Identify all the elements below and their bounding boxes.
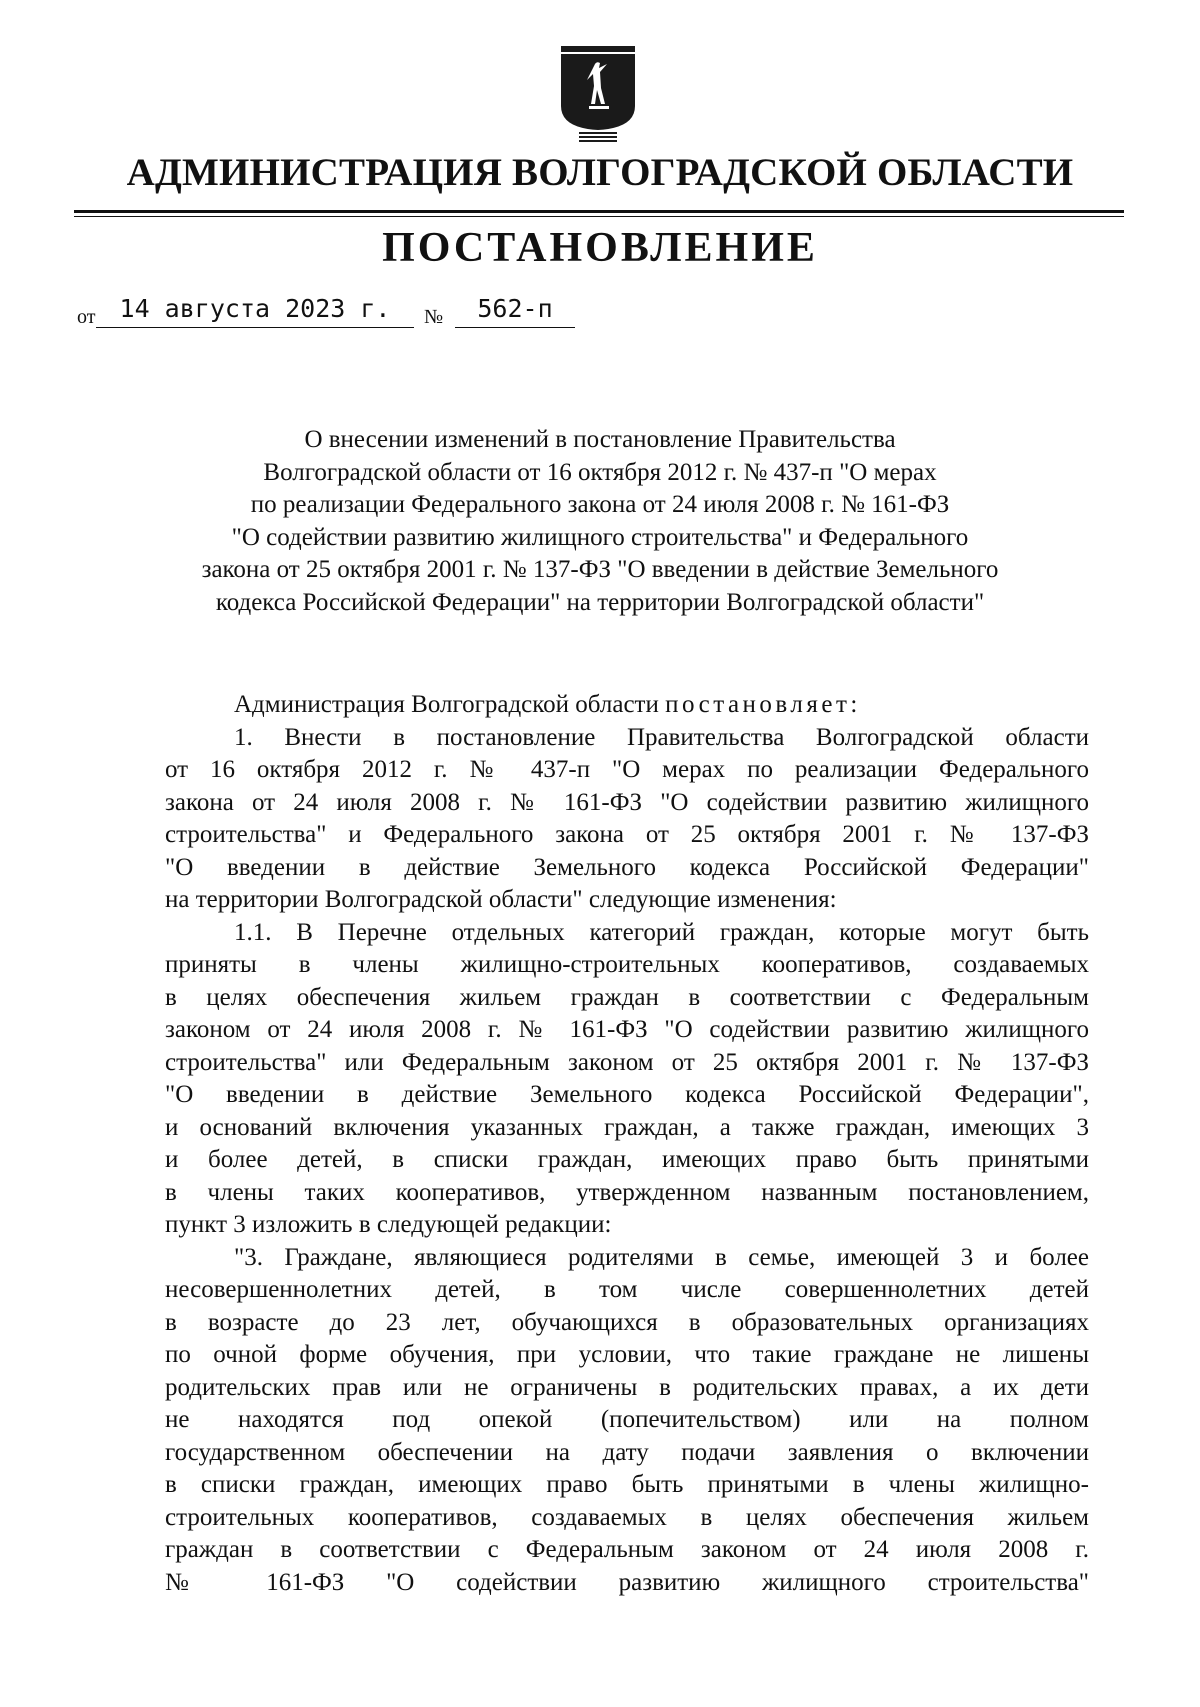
header-divider-thick bbox=[74, 210, 1124, 213]
body-line: несовершеннолетних детей, в том числе совершеннолетних детей bbox=[165, 1276, 1089, 1303]
header-divider-thin bbox=[74, 216, 1124, 217]
organization-title: АДМИНИСТРАЦИЯ ВОЛГОГРАДСКОЙ ОБЛАСТИ bbox=[126, 151, 1074, 194]
body-line: граждан в соответствии с Федеральным законом от 24 июля 2008 г. bbox=[165, 1536, 1089, 1563]
body-line: приняты в члены жилищно-строительных кооперативов, создаваемых bbox=[165, 951, 1089, 978]
number-underline bbox=[455, 327, 575, 328]
body-line: и более детей, в списки граждан, имеющих право быть принятыми bbox=[165, 1146, 1089, 1173]
body-line: в списки граждан, имеющих право быть принятыми в члены жилищно- bbox=[165, 1471, 1089, 1498]
number-sign-label: № bbox=[424, 306, 444, 328]
body-line: № 161-ФЗ "О содействии развитию жилищного строительства" bbox=[165, 1568, 1089, 1596]
document-subject bbox=[150, 424, 1050, 619]
body-line: "О введении в действие Земельного кодекса Российской Федерации" bbox=[165, 853, 1089, 881]
document-number: 562-п bbox=[477, 294, 553, 323]
subject-line: кодекса Российской Федерации" на территории Волгоградской области" bbox=[215, 588, 985, 616]
body-line: строительных кооперативов, создаваемых в целях обеспечения жильем bbox=[165, 1503, 1089, 1531]
preamble-line bbox=[165, 689, 1089, 722]
date-underline bbox=[96, 327, 414, 328]
coat-of-arms-emblem bbox=[559, 44, 637, 144]
subject-line: Волгоградской области от 16 октября 2012 г. № 437-п "О мерах bbox=[263, 458, 937, 486]
document-date: 14 августа 2023 г. bbox=[119, 294, 391, 323]
body-line: и оснований включения указанных граждан, а также граждан, имеющих 3 bbox=[165, 1113, 1089, 1141]
body-line: в целях обеспечения жильем граждан в соответствии с Федеральным bbox=[165, 983, 1089, 1011]
subject-line: закона от 25 октября 2001 г. № 137-ФЗ "О введении в действие Земельного bbox=[201, 556, 999, 583]
body-line: 1.1. В Перечне отдельных категорий граждан, которые могут быть bbox=[234, 918, 1089, 946]
date-prefix-label: от bbox=[77, 306, 96, 328]
body-line: 1. Внести в постановление Правительства Волгоградской области bbox=[234, 723, 1089, 751]
body-line: законом от 24 июля 2008 г. № 161-ФЗ "О содействии развитию жилищного bbox=[165, 1016, 1089, 1043]
body-line: "О введении в действие Земельного кодекса Российской Федерации", bbox=[165, 1081, 1089, 1108]
preamble-text: Администрация Волгоградской области bbox=[234, 691, 659, 718]
body-line: государственном обеспечении на дату подачи заявления о включении bbox=[165, 1438, 1089, 1466]
preamble-verb: постановляет: bbox=[665, 691, 861, 718]
body-line: в члены таких кооперативов, утвержденном названным постановлением, bbox=[165, 1178, 1089, 1206]
body-line: не находятся под опекой (попечительством) или на полном bbox=[165, 1406, 1089, 1433]
body-line: по очной форме обучения, при условии, что такие граждане не лишены bbox=[165, 1341, 1089, 1368]
body-line: "3. Граждане, являющиеся родителями в семье, имеющей 3 и более bbox=[234, 1243, 1089, 1271]
body-line: в возрасте до 23 лет, обучающихся в образовательных организациях bbox=[165, 1308, 1089, 1336]
document-body bbox=[165, 689, 1089, 1599]
subject-line: "О содействии развитию жилищного строительства" и Федерального bbox=[231, 523, 969, 551]
body-line: строительства" или Федеральным законом от 25 октября 2001 г. № 137-ФЗ bbox=[165, 1048, 1089, 1076]
volgograd-coat-of-arms-icon bbox=[559, 44, 637, 144]
body-line: от 16 октября 2012 г. № 437-п "О мерах по реализации Федерального bbox=[165, 756, 1089, 783]
body-line: закона от 24 июля 2008 г. № 161-ФЗ "О содействии развитию жилищного bbox=[165, 788, 1089, 816]
body-line: пункт 3 изложить в следующей редакции: bbox=[165, 1211, 612, 1238]
subject-line: по реализации Федерального закона от 24 июля 2008 г. № 161-ФЗ bbox=[250, 491, 950, 518]
body-line: строительства" и Федерального закона от 25 октября 2001 г. № 137-ФЗ bbox=[165, 821, 1089, 848]
document-type-title: ПОСТАНОВЛЕНИЕ bbox=[382, 225, 818, 271]
body-line: на территории Волгоградской области" следующие изменения: bbox=[165, 886, 837, 913]
body-line: родительских прав или не ограничены в родительских правах, а их дети bbox=[165, 1373, 1089, 1401]
subject-line: О внесении изменений в постановление Правительства bbox=[304, 426, 896, 453]
